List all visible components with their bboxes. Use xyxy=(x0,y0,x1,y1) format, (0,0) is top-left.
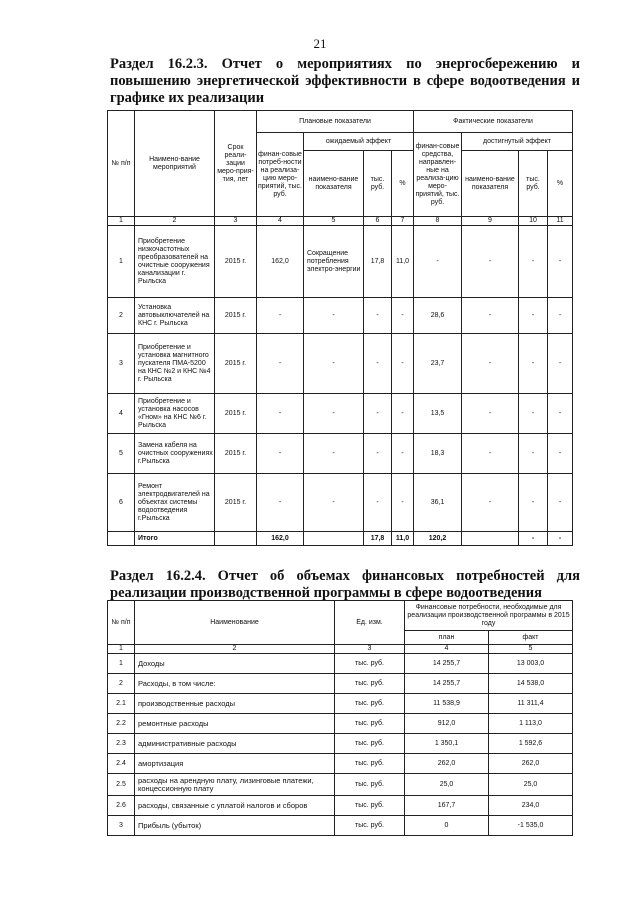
row-name: Расходы, в том числе: xyxy=(135,674,335,694)
row-exp-name: - xyxy=(304,434,364,474)
col-number: 4 xyxy=(257,217,304,226)
header-expected: ожидаемый эффект xyxy=(304,133,414,151)
row-num: 4 xyxy=(108,394,135,434)
row-ach-pct: - xyxy=(548,394,573,434)
row-fact-fin: 36,1 xyxy=(414,474,462,532)
row-num: 3 xyxy=(108,816,135,836)
table-row xyxy=(108,226,573,298)
row-num: 2 xyxy=(108,674,135,694)
row-name: Доходы xyxy=(135,654,335,674)
row-unit: тыс. руб. xyxy=(335,796,405,816)
header-fin-needs: Финансовые потребности, необходимые для реализации производственной программы в 2015 году xyxy=(405,601,573,631)
row-plan: 0 xyxy=(405,816,489,836)
total-num xyxy=(108,532,135,546)
row-term: 2015 г. xyxy=(215,394,257,434)
table-row xyxy=(108,394,573,434)
row-name: Замена кабеля на очистных сооружениях г.Рыльска xyxy=(135,434,215,474)
row-term: 2015 г. xyxy=(215,434,257,474)
row-exp-pct: - xyxy=(392,474,414,532)
row-term: 2015 г. xyxy=(215,298,257,334)
total-label: Итого xyxy=(135,532,215,546)
row-unit: тыс. руб. xyxy=(335,674,405,694)
row-plan: 1 350,1 xyxy=(405,734,489,754)
row-num: 6 xyxy=(108,474,135,532)
row-ach-name: - xyxy=(462,226,519,298)
section-1-title: Раздел 16.2.3. Отчет о мероприятиях по энергосбережению и повышению энергетической эффективности в сфере водоотведения и графике их реализации xyxy=(110,56,580,106)
row-num: 2.4 xyxy=(108,754,135,774)
row-name: ремонтные расходы xyxy=(135,714,335,734)
energy-measures-table xyxy=(107,110,573,546)
total-ach-pct: - xyxy=(548,532,573,546)
total-fact-fin: 120,2 xyxy=(414,532,462,546)
row-num: 1 xyxy=(108,226,135,298)
row-ach-rub: - xyxy=(519,394,548,434)
row-exp-pct: 11,0 xyxy=(392,226,414,298)
row-exp-rub: 17,8 xyxy=(364,226,392,298)
row-exp-name: Сокращение потребления электро-энергии xyxy=(304,226,364,298)
row-plan-fin: - xyxy=(257,334,304,394)
row-fact: 13 003,0 xyxy=(489,654,573,674)
row-plan-fin: 162,0 xyxy=(257,226,304,298)
row-exp-pct: - xyxy=(392,434,414,474)
row-fact-fin: 28,6 xyxy=(414,298,462,334)
row-fact-fin: 23,7 xyxy=(414,334,462,394)
row-term: 2015 г. xyxy=(215,474,257,532)
row-num: 2 xyxy=(108,298,135,334)
table-row xyxy=(108,754,573,774)
header-plan: план xyxy=(405,631,489,645)
row-ach-pct: - xyxy=(548,334,573,394)
table-row xyxy=(108,654,573,674)
row-fact: 1 113,0 xyxy=(489,714,573,734)
row-fact: 25,0 xyxy=(489,774,573,796)
col-number: 5 xyxy=(489,645,573,654)
table-row xyxy=(108,298,573,334)
row-unit: тыс. руб. xyxy=(335,714,405,734)
column-number-row xyxy=(108,645,573,654)
row-num: 2.3 xyxy=(108,734,135,754)
row-plan: 14 255,7 xyxy=(405,674,489,694)
row-ach-rub: - xyxy=(519,434,548,474)
header-row-1 xyxy=(108,111,573,133)
total-term xyxy=(215,532,257,546)
table-row xyxy=(108,796,573,816)
table-row xyxy=(108,474,573,532)
row-plan: 25,0 xyxy=(405,774,489,796)
row-name: расходы, связанные с уплатой налогов и сборов xyxy=(135,796,335,816)
col-number: 2 xyxy=(135,217,215,226)
row-exp-pct: - xyxy=(392,334,414,394)
row-term: 2015 г. xyxy=(215,226,257,298)
row-plan-fin: - xyxy=(257,394,304,434)
row-ach-name: - xyxy=(462,394,519,434)
row-ach-pct: - xyxy=(548,226,573,298)
row-plan: 912,0 xyxy=(405,714,489,734)
row-fact: 11 311,4 xyxy=(489,694,573,714)
row-plan: 11 538,9 xyxy=(405,694,489,714)
row-ach-name: - xyxy=(462,298,519,334)
header-planned: Плановые показатели xyxy=(257,111,414,133)
header-name: Наименование xyxy=(135,601,335,645)
header-exp-name: наимено-вание показателя xyxy=(304,151,364,217)
row-name: Приобретение и установка магнитного пускателя ПМА-5200 на КНС №2 и КНС №4 г. Рыльска xyxy=(135,334,215,394)
col-number: 11 xyxy=(548,217,573,226)
row-plan-fin: - xyxy=(257,434,304,474)
row-plan-fin: - xyxy=(257,298,304,334)
row-ach-pct: - xyxy=(548,474,573,532)
table-row xyxy=(108,734,573,754)
row-ach-rub: - xyxy=(519,226,548,298)
col-number: 9 xyxy=(462,217,519,226)
row-name: Приобретение и установка насосов «Гном» на КНС №6 г. Рыльска xyxy=(135,394,215,434)
col-number: 8 xyxy=(414,217,462,226)
row-exp-rub: - xyxy=(364,474,392,532)
header-unit: Ед. изм. xyxy=(335,601,405,645)
row-fact: 1 592,6 xyxy=(489,734,573,754)
page-number: 21 xyxy=(313,36,327,51)
row-exp-rub: - xyxy=(364,334,392,394)
row-exp-name: - xyxy=(304,334,364,394)
header-name: Наимено-вание мероприятий xyxy=(135,111,215,217)
row-plan-fin: - xyxy=(257,474,304,532)
total-ach-name xyxy=(462,532,519,546)
row-exp-rub: - xyxy=(364,298,392,334)
row-exp-name: - xyxy=(304,394,364,434)
header-ach-pct: % xyxy=(548,151,573,217)
row-unit: тыс. руб. xyxy=(335,816,405,836)
col-number: 2 xyxy=(135,645,335,654)
table-row xyxy=(108,774,573,796)
financial-needs-table xyxy=(107,600,573,836)
row-fact-fin: 13,5 xyxy=(414,394,462,434)
row-ach-name: - xyxy=(462,434,519,474)
table-row xyxy=(108,694,573,714)
row-ach-rub: - xyxy=(519,298,548,334)
row-name: амортизация xyxy=(135,754,335,774)
table-row xyxy=(108,434,573,474)
row-exp-name: - xyxy=(304,298,364,334)
row-name: расходы на арендную плату, лизинговые платежи, концессионную плату xyxy=(135,774,335,796)
column-number-row xyxy=(108,217,573,226)
row-ach-name: - xyxy=(462,334,519,394)
table-row xyxy=(108,334,573,394)
row-unit: тыс. руб. xyxy=(335,774,405,796)
row-num: 1 xyxy=(108,654,135,674)
header-num: № п/п xyxy=(108,111,135,217)
row-fact: 234,0 xyxy=(489,796,573,816)
table-row xyxy=(108,674,573,694)
col-number: 4 xyxy=(405,645,489,654)
row-num: 3 xyxy=(108,334,135,394)
header-plan-fin: финан-совые потреб-ности на реализа-цию меро-приятий, тыс. руб. xyxy=(257,133,304,217)
header-row-1 xyxy=(108,601,573,631)
header-ach-rub: тыс. руб. xyxy=(519,151,548,217)
total-exp-pct: 11,0 xyxy=(392,532,414,546)
row-plan: 167,7 xyxy=(405,796,489,816)
row-name: административные расходы xyxy=(135,734,335,754)
row-ach-rub: - xyxy=(519,474,548,532)
col-number: 1 xyxy=(108,645,135,654)
row-num: 5 xyxy=(108,434,135,474)
row-fact: 262,0 xyxy=(489,754,573,774)
table-row xyxy=(108,816,573,836)
row-exp-pct: - xyxy=(392,298,414,334)
row-exp-rub: - xyxy=(364,434,392,474)
row-unit: тыс. руб. xyxy=(335,694,405,714)
row-ach-name: - xyxy=(462,474,519,532)
row-plan: 262,0 xyxy=(405,754,489,774)
header-achieved: достигнутый эффект xyxy=(462,133,573,151)
row-num: 2.2 xyxy=(108,714,135,734)
total-row xyxy=(108,532,573,546)
row-ach-pct: - xyxy=(548,298,573,334)
row-unit: тыс. руб. xyxy=(335,654,405,674)
row-name: Прибыль (убыток) xyxy=(135,816,335,836)
row-ach-rub: - xyxy=(519,334,548,394)
col-number: 5 xyxy=(304,217,364,226)
total-plan-fin: 162,0 xyxy=(257,532,304,546)
row-num: 2.1 xyxy=(108,694,135,714)
row-exp-pct: - xyxy=(392,394,414,434)
col-number: 3 xyxy=(335,645,405,654)
row-exp-rub: - xyxy=(364,394,392,434)
row-fact-fin: 18,3 xyxy=(414,434,462,474)
row-unit: тыс. руб. xyxy=(335,734,405,754)
total-exp-rub: 17,8 xyxy=(364,532,392,546)
row-name: Установка автовыключателей на КНС г. Рыльска xyxy=(135,298,215,334)
col-number: 10 xyxy=(519,217,548,226)
row-term: 2015 г. xyxy=(215,334,257,394)
total-exp-name xyxy=(304,532,364,546)
row-fact: 14 538,0 xyxy=(489,674,573,694)
header-num: № п/п xyxy=(108,601,135,645)
total-ach-rub: - xyxy=(519,532,548,546)
row-ach-pct: - xyxy=(548,434,573,474)
table-row xyxy=(108,714,573,734)
col-number: 1 xyxy=(108,217,135,226)
header-exp-pct: % xyxy=(392,151,414,217)
row-exp-name: - xyxy=(304,474,364,532)
row-name: Приобретение низкочастотных преобразователей на очистные сооружения канализации г. Рыльска xyxy=(135,226,215,298)
header-actual: Фактические показатели xyxy=(414,111,573,133)
section-2-title: Раздел 16.2.4. Отчет об объемах финансовых потребностей для реализации производственной программы в сфере водоотведения xyxy=(110,568,580,601)
col-number: 3 xyxy=(215,217,257,226)
header-term: Срок реали-зации меро-прия-тия, лет xyxy=(215,111,257,217)
row-name: производственные расходы xyxy=(135,694,335,714)
row-plan: 14 255,7 xyxy=(405,654,489,674)
header-fact: факт xyxy=(489,631,573,645)
row-num: 2.6 xyxy=(108,796,135,816)
col-number: 7 xyxy=(392,217,414,226)
row-fact-fin: - xyxy=(414,226,462,298)
row-num: 2.5 xyxy=(108,774,135,796)
col-number: 6 xyxy=(364,217,392,226)
header-exp-rub: тыс. руб. xyxy=(364,151,392,217)
header-ach-name: наимено-вание показателя xyxy=(462,151,519,217)
row-name: Ремонт электродвигателей на объектах системы водоотведения г.Рыльска xyxy=(135,474,215,532)
header-fact-fin: финан-совые средства, направлен-ные на реализа-цию меро-приятий, тыс. руб. xyxy=(414,133,462,217)
row-unit: тыс. руб. xyxy=(335,754,405,774)
row-fact: -1 535,0 xyxy=(489,816,573,836)
